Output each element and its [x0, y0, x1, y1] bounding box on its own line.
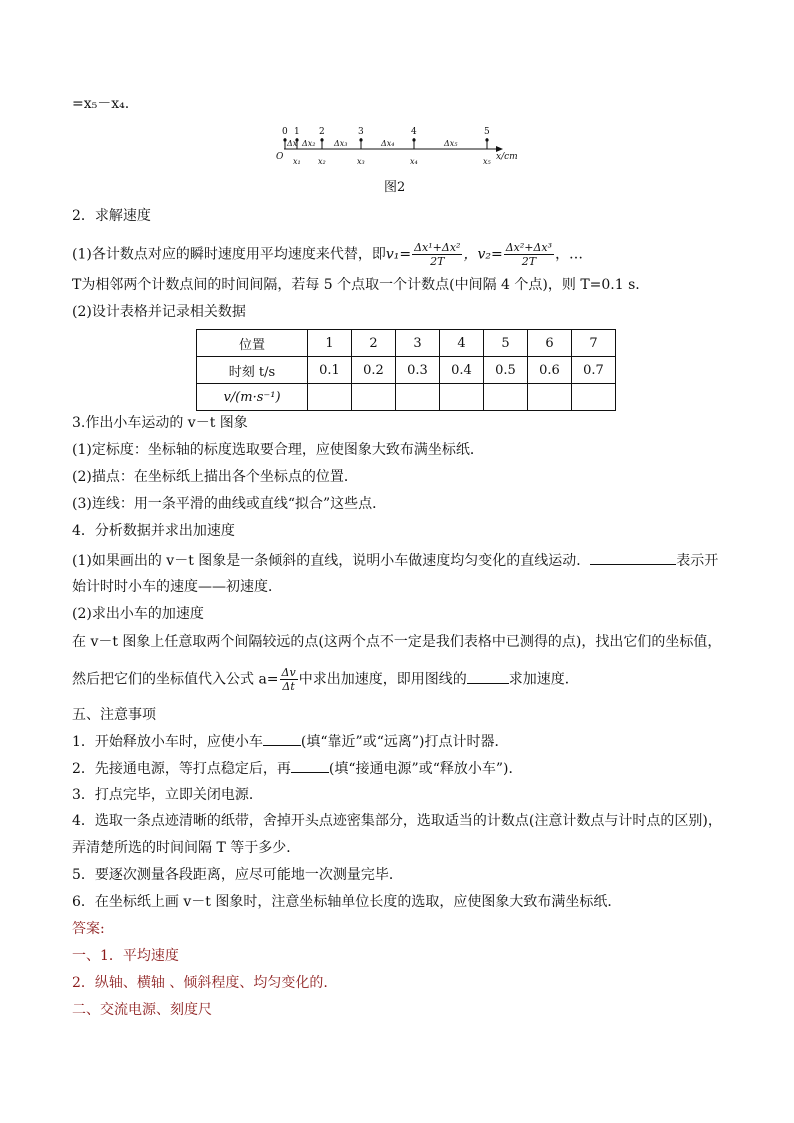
section4-p1-line2: 始计时时小车的速度——初速度．	[72, 579, 282, 595]
interval-label-5: Δx₅	[444, 139, 458, 148]
section4-p4-tail: 求加速度．	[508, 671, 579, 688]
section4-p1	[72, 550, 718, 571]
table-cell: 0.1	[308, 357, 352, 384]
section4-heading: 4．分析数据并求出加速度	[72, 523, 235, 539]
table-cell	[396, 384, 440, 411]
figure-caption: 图2	[384, 180, 406, 195]
x-label-2: x₂	[318, 157, 326, 166]
table-cell: 0.3	[396, 357, 440, 384]
table-cell: 0.2	[352, 357, 396, 384]
data-table	[196, 329, 616, 411]
section5-item-5: 5．要逐次测量各段距离，应尽可能地一次测量完毕．	[72, 867, 403, 883]
section3-item-3: (3)连线：用一条平滑的曲线或直线“拟合”这些点．	[72, 496, 387, 512]
x-label-5: x₅	[483, 157, 491, 166]
section5-item-1-tail: (填“靠近”或“远离”)打点计时器．	[300, 734, 509, 750]
v1-fraction	[412, 241, 462, 268]
answer-line-1: 一、1．平均速度	[72, 948, 179, 964]
acceleration-denominator: Δt	[282, 680, 295, 693]
v2-fraction	[504, 241, 554, 268]
v1-denominator: 2T	[430, 255, 445, 268]
section5-heading: 五、注意事项	[72, 707, 156, 723]
section3-item-2: (2)描点：在坐标纸上描出各个坐标点的位置．	[72, 469, 358, 485]
table-cell: 5	[484, 330, 528, 357]
table-cell: 0.7	[572, 357, 616, 384]
table-cell	[572, 384, 616, 411]
table-header-velocity: v/(m·s⁻¹)	[197, 384, 308, 411]
section4-p1-tail: 表示开	[676, 553, 719, 569]
table-cell: 1	[308, 330, 352, 357]
answers-heading: 答案:	[72, 921, 105, 937]
acceleration-fraction	[280, 666, 298, 693]
velocity-formula-line	[72, 241, 583, 268]
interval-label-4: Δx₄	[381, 139, 395, 148]
answer-line-2: 2．纵轴、横轴 、倾斜程度、均匀变化的.	[72, 975, 328, 991]
table-cell	[308, 384, 352, 411]
v1-lhs: v₁=	[385, 246, 412, 263]
section4-p4-mid: 中求出加速度，即用图线的	[298, 671, 467, 688]
section5-item-1	[72, 731, 508, 752]
interval-text: T为相邻两个计数点间的时间间隔，若每 5 个点取一个计数点(中间隔 4 个点)，则 T=0.1 s.	[72, 277, 640, 293]
section2-heading: 2．求解速度	[72, 208, 151, 224]
x-label-3: x₃	[357, 157, 365, 166]
point-label-2: 2	[319, 127, 325, 137]
table-cell	[352, 384, 396, 411]
interval-label-2: Δx₂	[302, 139, 316, 148]
table-cell: 0.4	[440, 357, 484, 384]
section5-item-2-tail: (填“接通电源”或“释放小车”)．	[328, 761, 523, 777]
section4-p3: 在 v－t 图象上任意取两个间隔较远的点(这两个点不一定是我们表格中已测得的点)，找出它们的坐标值，	[72, 634, 722, 650]
table-cell: 0.5	[484, 357, 528, 384]
section5-item-6: 6．在坐标纸上画 v－t 图象时，注意坐标轴单位长度的选取，应使图象大致布满坐标纸．	[72, 894, 622, 910]
origin-label: O	[276, 152, 284, 162]
x-label-4: x₄	[410, 157, 418, 166]
point-label-4: 4	[411, 127, 417, 137]
x-label-1: x₁	[293, 157, 301, 166]
table-cell: 0.6	[528, 357, 572, 384]
section4-p2: (2)求出小车的加速度	[72, 606, 204, 622]
v1-numerator: Δx¹+Δx²	[414, 241, 461, 254]
answer-blank-2	[467, 669, 509, 684]
table-row-position	[197, 330, 616, 357]
v2-denominator: 2T	[521, 255, 537, 268]
table-cell: 6	[528, 330, 572, 357]
section4-p4-text: 然后把它们的坐标值代入公式 a=	[72, 671, 279, 688]
acceleration-numerator: Δv	[281, 666, 296, 679]
tape-diagram	[0, 0, 794, 200]
section5-item-2-text: 2．先接通电源，等打点稳定后，再	[72, 761, 291, 777]
point-label-5: 5	[484, 127, 490, 137]
table-row-velocity	[197, 384, 616, 411]
table-header-time: 时刻 t/s	[197, 357, 308, 384]
section5-item-4-line2: 弄清楚所选的时间间隔 T 等于多少．	[72, 840, 301, 856]
acceleration-formula-line	[72, 666, 579, 693]
point-label-3: 3	[358, 127, 364, 137]
answer-blank-1	[590, 550, 676, 565]
section5-item-4: 4．选取一条点迹清晰的纸带，舍掉开头点迹密集部分，选取适当的计数点(注意计数点与计时点的区别)，	[72, 813, 722, 829]
section5-item-2	[72, 758, 522, 779]
velocity-tail: ，…	[555, 246, 584, 263]
velocity-intro: (1)各计数点对应的瞬时速度用平均速度来代替，即	[72, 246, 386, 263]
answer-blank-4	[291, 758, 329, 773]
answer-line-3: 二、交流电源、刻度尺	[72, 1002, 212, 1018]
answer-blank-3	[263, 731, 301, 746]
section5-item-3: 3．打点完毕，立即关闭电源．	[72, 787, 263, 803]
table-cell	[528, 384, 572, 411]
v2-lhs: ，v₂=	[463, 246, 503, 263]
formula-line: =x₅－x₄.	[72, 96, 130, 112]
table-cell: 2	[352, 330, 396, 357]
interval-label-3: Δx₃	[334, 139, 348, 148]
point-label-1: 1	[294, 127, 300, 137]
table-row-time	[197, 357, 616, 384]
table-cell	[484, 384, 528, 411]
section3-heading: 3.作出小车运动的 v－t 图象	[72, 415, 248, 431]
section3-item-1: (1)定标度：坐标轴的标度选取要合理，应使图象大致布满坐标纸．	[72, 442, 484, 458]
section4-p1-text: (1)如果画出的 v－t 图象是一条倾斜的直线，说明小车做速度均匀变化的直线运动．	[72, 553, 591, 569]
point-label-0: 0	[282, 127, 288, 137]
table-cell: 4	[440, 330, 484, 357]
axis-label: x/cm	[496, 152, 518, 162]
table-cell: 7	[572, 330, 616, 357]
table-intro: (2)设计表格并记录相关数据	[72, 304, 246, 320]
table-cell: 3	[396, 330, 440, 357]
table-header-position: 位置	[197, 330, 308, 357]
v2-numerator: Δx²+Δx³	[505, 241, 553, 254]
table-cell	[440, 384, 484, 411]
section5-item-1-text: 1．开始释放小车时，应使小车	[72, 734, 263, 750]
interval-label-1: Δx	[287, 139, 298, 148]
